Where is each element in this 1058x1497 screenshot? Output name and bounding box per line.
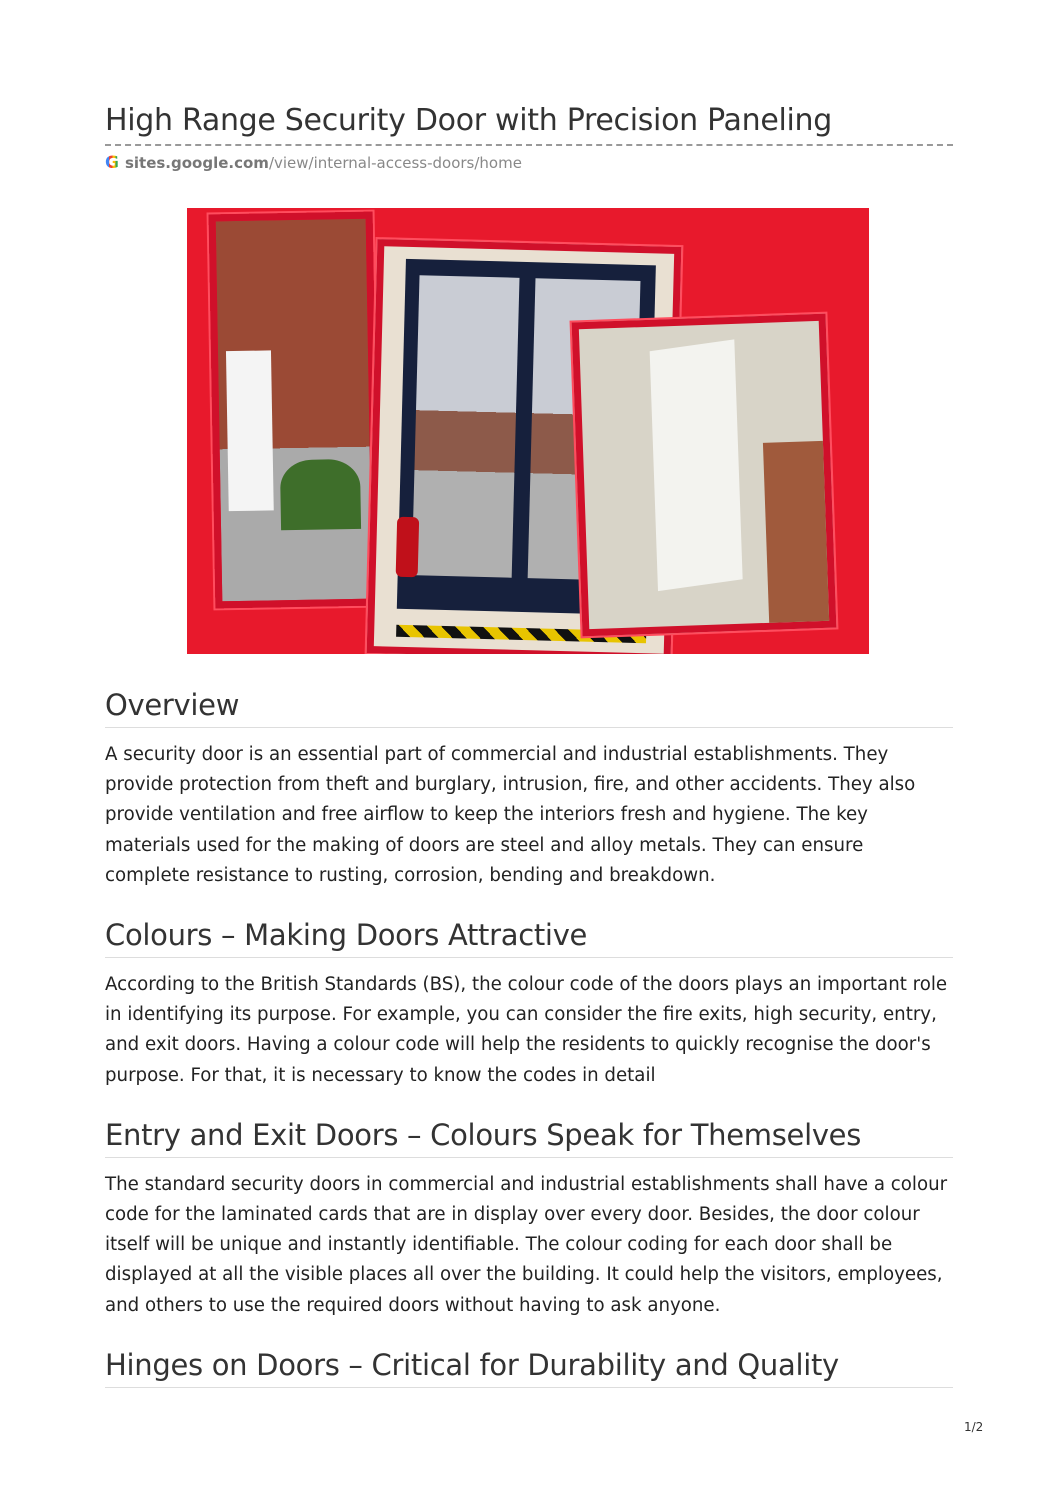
article-body: [105, 685, 953, 1412]
page-title: High Range Security Door with Precision Paneling: [105, 103, 833, 138]
section-paragraph: The standard security doors in commercial and industrial establishments shall have a colour code for the laminated cards that are in display over every door. Besides, the door colour itself will be unique and instantly identifiable. The colour coding for each door shall be displayed at all the visible places all over the building. It could help the visitors, employees, and others to use the required doors without having to ask anyone.: [105, 1173, 948, 1316]
section-hinges: [105, 1345, 953, 1388]
source-link[interactable]: [105, 152, 953, 174]
source-path: /view/internal-access-doors/home: [268, 154, 522, 172]
section-paragraph: According to the British Standards (BS), the colour code of the doors plays an important role in identifying its purpose. For example, you can consider the fire exits, high security, entry, and exit doors. Having a colour code will help the residents to quickly recognise the door's purpose. For that, it is necessary to know the codes in detail: [105, 974, 948, 1086]
hero-image: [187, 208, 869, 654]
section-colours: [105, 915, 953, 1091]
source-domain: sites.google.com: [124, 154, 269, 172]
title-divider: [105, 144, 953, 146]
section-heading: Hinges on Doors – Critical for Durability and Quality: [105, 1345, 953, 1388]
google-g-icon: G: [105, 153, 119, 173]
page-number: 1/2: [964, 1420, 984, 1434]
document-page: [105, 100, 953, 1382]
section-overview: [105, 685, 953, 891]
section-heading: Overview: [105, 685, 953, 728]
section-heading: Entry and Exit Doors – Colours Speak for Themselves: [105, 1115, 953, 1158]
open-door-photo: [572, 314, 837, 637]
section-heading: Colours – Making Doors Attractive: [105, 915, 953, 958]
section-paragraph: A security door is an essential part of commercial and industrial establishments. They provide protection from theft and burglary, intrusion, fire, and other accidents. They also provide ventilation and free airflow to keep the interiors fresh and hygiene. The key materials used for the making of doors are steel and alloy metals. They can ensure complete resistance to rusting, corrosion, bending and breakdown.: [105, 744, 916, 886]
house-door-photo: [209, 212, 380, 609]
section-entry-exit: [105, 1115, 953, 1321]
